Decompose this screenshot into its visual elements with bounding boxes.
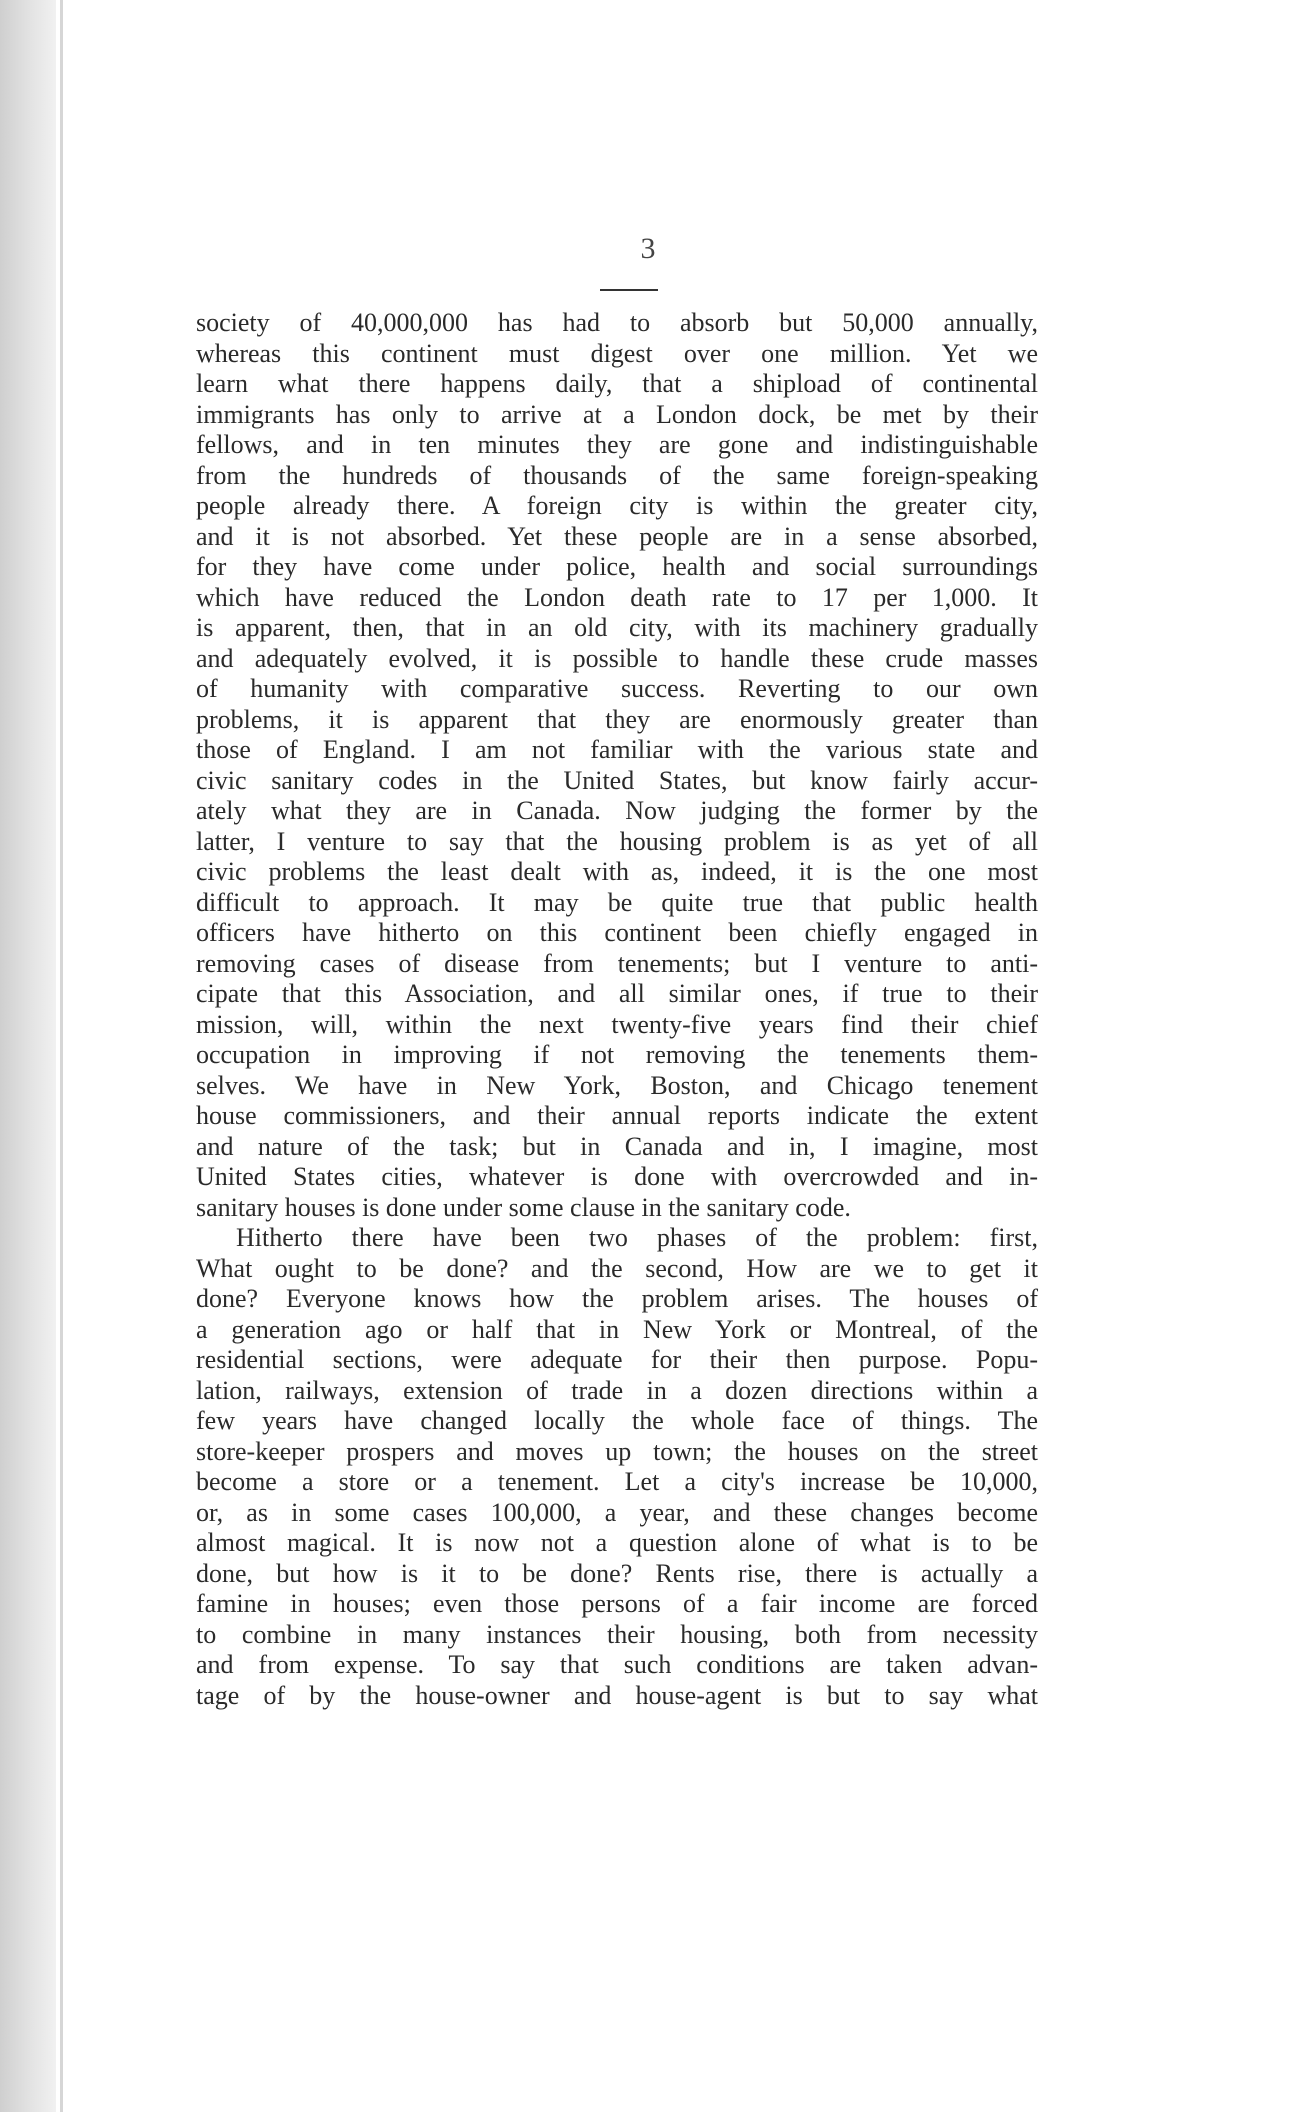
text-line: and nature of the task; but in Canada and in, I imagine, most — [196, 1131, 1038, 1161]
page-number: 3 — [640, 232, 656, 265]
text-line: and it is not absorbed. Yet these people are in a sense absorbed, — [196, 521, 1038, 551]
text-line: United States cities, whatever is done with overcrowded and in- — [196, 1162, 1038, 1191]
text-line: residential sections, were adequate for their then purpose. Popu- — [196, 1345, 1038, 1374]
body-text — [196, 308, 1038, 1711]
text-line: and adequately evolved, it is possible to handle these crude masses — [196, 643, 1038, 673]
text-line: house commissioners, and their annual reports indicate the extent — [196, 1101, 1038, 1130]
text-line: of humanity with comparative success. Reverting to our own — [196, 674, 1038, 703]
text-line: to combine in many instances their housing, both from necessity — [196, 1619, 1038, 1649]
text-line: almost magical. It is now not a question alone of what is to be — [196, 1528, 1038, 1557]
text-line: done, but how is it to be done? Rents rise, there is actually a — [196, 1558, 1038, 1588]
text-line: done? Everyone knows how the problem arises. The houses of — [196, 1284, 1038, 1313]
text-line: immigrants has only to arrive at a London dock, be met by their — [196, 399, 1038, 429]
header-rule — [600, 289, 658, 291]
text-line: become a store or a tenement. Let a city's increase be 10,000, — [196, 1467, 1038, 1496]
text-line: a generation ago or half that in New York or Montreal, of the — [196, 1314, 1038, 1344]
text-line: cipate that this Association, and all similar ones, if true to their — [196, 979, 1038, 1008]
text-line: for they have come under police, health and social surroundings — [196, 552, 1038, 581]
text-line: which have reduced the London death rate to 17 per 1,000. It — [196, 582, 1038, 612]
text-line: is apparent, then, that in an old city, with its machinery gradually — [196, 613, 1038, 642]
text-line: removing cases of disease from tenements; but I venture to anti- — [196, 948, 1038, 978]
text-line: fellows, and in ten minutes they are gone and indistinguishable — [196, 430, 1038, 459]
text-line: civic problems the least dealt with as, indeed, it is the one most — [196, 857, 1038, 886]
text-line: lation, railways, extension of trade in a dozen directions within a — [196, 1375, 1038, 1405]
text-line: What ought to be done? and the second, How are we to get it — [196, 1253, 1038, 1283]
text-line: difficult to approach. It may be quite true that public health — [196, 887, 1038, 917]
text-line: few years have changed locally the whole face of things. The — [196, 1406, 1038, 1435]
text-line: civic sanitary codes in the United States, but know fairly accur- — [196, 765, 1038, 795]
text-line: famine in houses; even those persons of a fair income are forced — [196, 1589, 1038, 1618]
text-line: ately what they are in Canada. Now judging the former by the — [196, 796, 1038, 825]
text-line: from the hundreds of thousands of the same foreign-speaking — [196, 460, 1038, 490]
text-line: selves. We have in New York, Boston, and Chicago tenement — [196, 1070, 1038, 1100]
text-line: officers have hitherto on this continent been chiefly engaged in — [196, 918, 1038, 947]
text-line: learn what there happens daily, that a shipload of continental — [196, 369, 1038, 398]
text-line: Hitherto there have been two phases of the problem: first, — [236, 1223, 1038, 1252]
text-line: society of 40,000,000 has had to absorb but 50,000 annually, — [196, 308, 1038, 337]
text-line: or, as in some cases 100,000, a year, and these changes become — [196, 1497, 1038, 1527]
text-line: latter, I venture to say that the housing problem is as yet of all — [196, 826, 1038, 856]
paragraph — [196, 1223, 1038, 1711]
text-line: problems, it is apparent that they are enormously greater than — [196, 704, 1038, 734]
binding-shadow — [0, 0, 56, 2112]
text-line: people already there. A foreign city is within the greater city, — [196, 491, 1038, 520]
text-line: whereas this continent must digest over one million. Yet we — [196, 338, 1038, 368]
text-line: occupation in improving if not removing the tenements them- — [196, 1040, 1038, 1069]
paragraph — [196, 308, 1038, 1223]
text-line: and from expense. To say that such conditions are taken advan- — [196, 1650, 1038, 1679]
text-line: those of England. I am not familiar with the various state and — [196, 735, 1038, 764]
binding-edge — [60, 0, 63, 2112]
text-line: tage of by the house-owner and house-agent is but to say what — [196, 1680, 1038, 1710]
text-line: mission, will, within the next twenty-five years find their chief — [196, 1009, 1038, 1039]
text-line: store-keeper prospers and moves up town; the houses on the street — [196, 1436, 1038, 1466]
text-line: sanitary houses is done under some clause in the sanitary code. — [196, 1192, 851, 1222]
